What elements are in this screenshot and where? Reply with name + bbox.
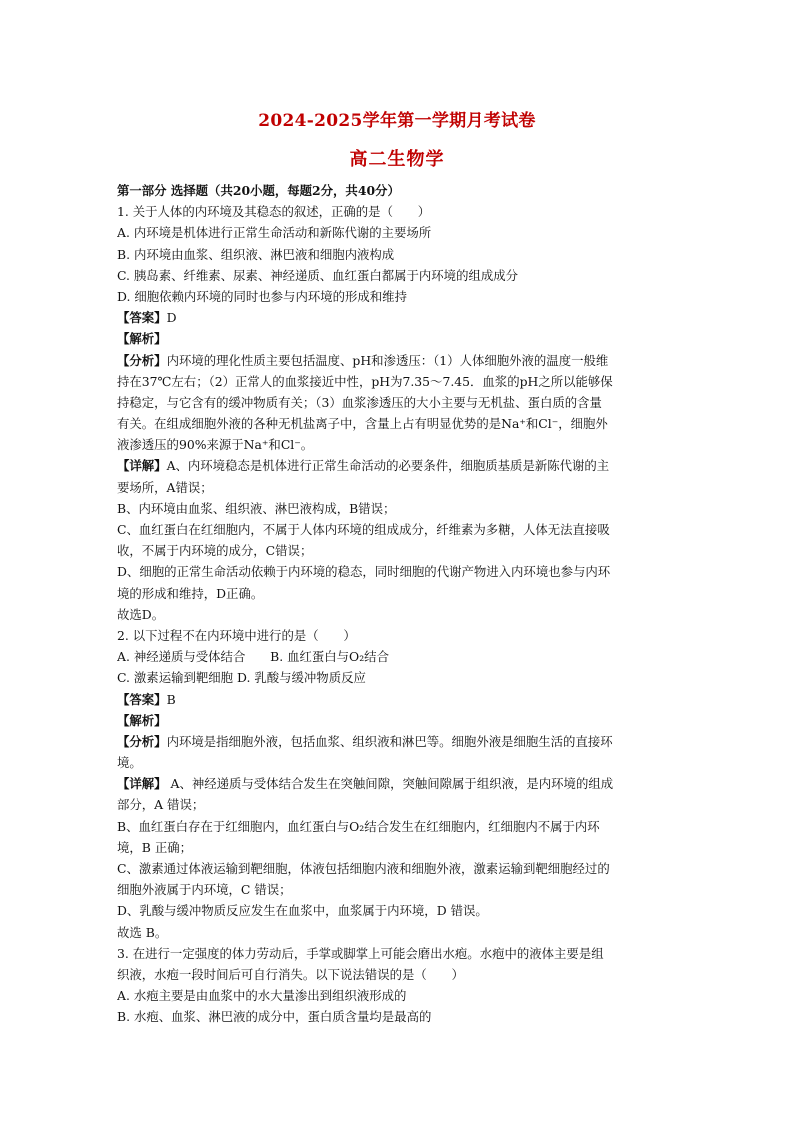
section-tag: 【分析】 — [117, 733, 167, 749]
exam-title: 2024-2025学年第一学期月考试卷 — [258, 111, 536, 131]
exam-body — [117, 180, 682, 1028]
line-text: 织液，水疱一段时间后可自行消失。以下说法错误的是（ ） — [117, 966, 464, 982]
line-text: 境，B 正确； — [117, 839, 192, 855]
line-text: A、神经递质与受体结合发生在突触间隙，突触间隙属于组织液，是内环境的组成 — [166, 776, 614, 792]
line-text: D — [166, 310, 177, 326]
line-text: 有关。在组成细胞外液的各种无机盐离子中，含量上占有明显优势的是Na⁺和Cl⁻，细胞外 — [117, 416, 608, 432]
line-text: 部分，A 错误； — [117, 797, 205, 813]
text-line — [117, 583, 682, 604]
line-text: 境的形成和维持，D正确。 — [117, 585, 264, 601]
text-line — [117, 265, 682, 286]
section-tag: 【分析】 — [117, 352, 167, 368]
line-text: A. 内环境是机体进行正常生命活动和新陈代谢的主要场所 — [117, 225, 432, 241]
text-line — [117, 540, 682, 561]
line-text: C、血红蛋白在红细胞内，不属于人体内环境的组成成分，纤维素为多糖，人体无法直接吸 — [117, 522, 610, 537]
line-text: A. 水疱主要是由血浆中的水大量渗出到组织液形成的 — [117, 988, 407, 1004]
section-tag: 【解析】 — [117, 712, 167, 728]
line-text: B、内环境由血浆、组织液、淋巴液构成，B错误； — [117, 500, 396, 516]
text-line — [117, 773, 682, 794]
line-text: D、细胞的正常生命活动依赖于内环境的稳态，同时细胞的代谢产物进入内环境也参与内环 — [117, 564, 611, 580]
line-text: 细胞外液属于内环境，C 错误； — [117, 882, 292, 898]
line-text: A. 神经递质与受体结合 B. 血红蛋白与O₂结合 — [117, 649, 389, 665]
text-line — [117, 667, 682, 688]
line-text: C. 激素运输到靶细胞 D. 乳酸与缓冲物质反应 — [117, 670, 366, 686]
text-line — [117, 752, 682, 773]
section-tag: 【详解】 — [117, 776, 167, 792]
line-text: D、乳酸与缓冲物质反应发生在血浆中，血浆属于内环境，D 错误。 — [117, 903, 488, 919]
text-line — [117, 710, 682, 731]
line-text: 第一部分 选择题（共20小题，每题2分，共40分） — [117, 183, 400, 198]
text-line — [117, 794, 682, 815]
text-line — [117, 434, 682, 455]
text-line — [117, 561, 682, 582]
text-line — [117, 922, 682, 943]
text-line — [117, 477, 682, 498]
section-tag: 【答案】 — [117, 691, 167, 707]
text-line — [117, 985, 682, 1006]
text-line — [117, 350, 682, 371]
line-text: 内环境的理化性质主要包括温度、pH和渗透压：（1）人体细胞外液的温度一般维 — [166, 352, 609, 368]
section-tag: 【答案】 — [117, 310, 167, 326]
text-line — [117, 604, 682, 625]
section-tag: 【详解】 — [117, 458, 167, 474]
text-line — [117, 392, 682, 413]
line-text: 故选D。 — [117, 606, 165, 622]
text-line — [117, 519, 682, 540]
text-line — [117, 943, 682, 964]
line-text: 收，不属于内环境的成分，C错误； — [117, 543, 313, 559]
line-text: A、内环境稳态是机体进行正常生命活动的必要条件，细胞质基质是新陈代谢的主 — [166, 458, 610, 474]
text-line — [117, 498, 682, 519]
line-text: 故选 B。 — [117, 924, 168, 940]
line-text: 1. 关于人体的内环境及其稳态的叙述，正确的是（ ） — [117, 204, 431, 220]
text-line — [117, 816, 682, 837]
text-line — [117, 731, 682, 752]
section-tag: 【解析】 — [117, 331, 167, 347]
text-line — [117, 371, 682, 392]
text-line — [117, 1006, 682, 1027]
text-line — [117, 328, 682, 349]
text-line — [117, 244, 682, 265]
line-text: B. 内环境由血浆、组织液、淋巴液和细胞内液构成 — [117, 246, 395, 262]
line-text: 要场所，A错误； — [117, 479, 213, 495]
text-line — [117, 879, 682, 900]
line-text: 液渗透压的90%来源于Na⁺和Cl⁻。 — [117, 437, 314, 453]
line-text: 2. 以下过程不在内环境中进行的是（ ） — [117, 627, 356, 643]
text-line — [117, 180, 682, 201]
line-text: C、激素通过体液运输到靶细胞，体液包括细胞内液和细胞外液，激素运输到靶细胞经过的 — [117, 861, 610, 876]
text-line — [117, 455, 682, 476]
line-text: 3. 在进行一定强度的体力劳动后，手掌或脚掌上可能会磨出水疱。水疱中的液体主要是组 — [117, 945, 604, 961]
line-text: D. 细胞依赖内环境的同时也参与内环境的形成和维持 — [117, 288, 407, 304]
line-text: 内环境是指细胞外液，包括血浆、组织液和淋巴等。细胞外液是细胞生活的直接环 — [166, 733, 613, 749]
line-text: 持稳定，与它含有的缓冲物质有关；（3）血浆渗透压的大小主要与无机盐、蛋白质的含量 — [117, 394, 602, 410]
text-line — [117, 286, 682, 307]
text-line — [117, 413, 682, 434]
line-text: B — [166, 691, 176, 707]
line-text: C. 胰岛素、纤维素、尿素、神经递质、血红蛋白都属于内环境的组成成分 — [117, 267, 519, 283]
text-line — [117, 646, 682, 667]
line-text: 境。 — [117, 755, 142, 771]
text-line — [117, 201, 682, 222]
exam-subtitle: 高二生物学 — [349, 149, 445, 170]
line-text: B、血红蛋白存在于红细胞内，血红蛋白与O₂结合发生在红细胞内，红细胞内不属于内环 — [117, 818, 600, 834]
text-line — [117, 625, 682, 646]
text-line — [117, 837, 682, 858]
text-line — [117, 858, 682, 879]
line-text: 持在37℃左右；（2）正常人的血浆接近中性，pH为7.35～7.45．血浆的pH之所以能够保 — [117, 373, 613, 389]
text-line — [117, 964, 682, 985]
line-text: B. 水疱、血浆、淋巴液的成分中，蛋白质含量均是最高的 — [117, 1009, 432, 1025]
text-line — [117, 222, 682, 243]
text-line — [117, 689, 682, 710]
text-line — [117, 900, 682, 921]
text-line — [117, 307, 682, 328]
